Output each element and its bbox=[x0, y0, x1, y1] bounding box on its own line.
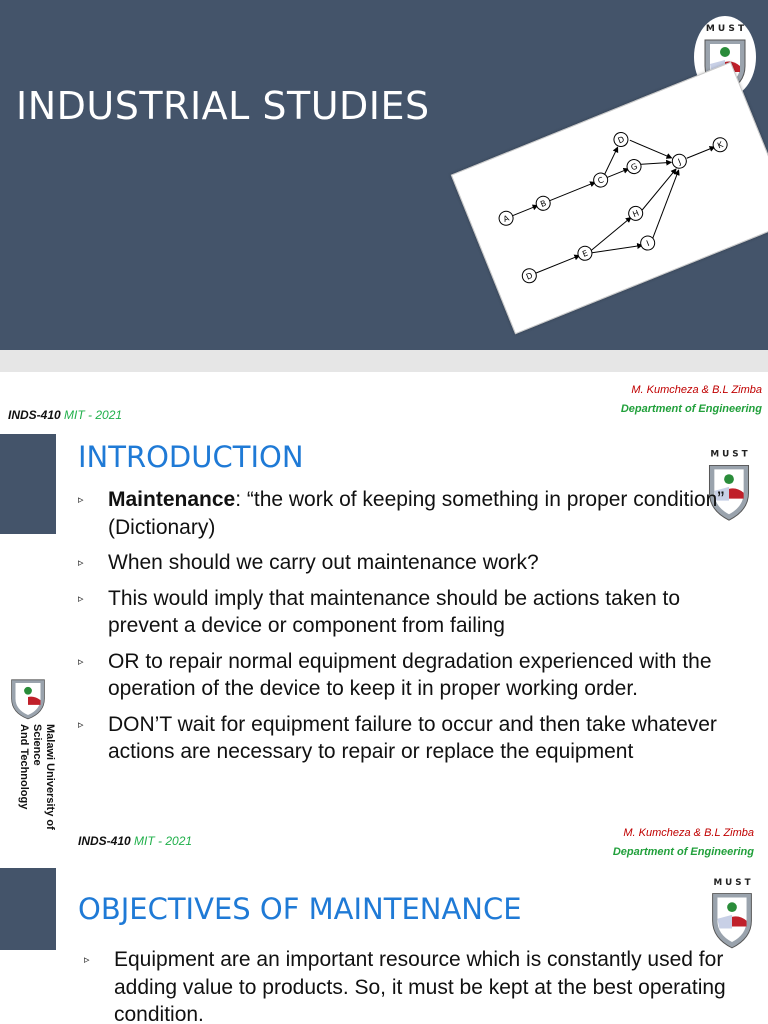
bullet-text: When should we carry out maintenance work? bbox=[108, 551, 539, 574]
university-logo-icon bbox=[2, 672, 54, 722]
node-label: I bbox=[645, 238, 651, 249]
logo-text: M U S T bbox=[713, 877, 751, 888]
slide-heading: INTRODUCTION bbox=[78, 440, 304, 474]
presentation-title: INDUSTRIAL STUDIES bbox=[16, 84, 430, 128]
node-label: K bbox=[716, 140, 725, 151]
course-label bbox=[78, 834, 192, 848]
authors: M. Kumcheza & B.L Zimba bbox=[623, 827, 754, 839]
authors: M. Kumcheza & B.L Zimba bbox=[631, 384, 762, 396]
course-year: MIT - 2021 bbox=[134, 834, 193, 848]
node-label: D bbox=[524, 270, 535, 282]
slide-heading: OBJECTIVES OF MAINTENANCE bbox=[78, 892, 522, 926]
bullet-list bbox=[84, 946, 744, 1024]
bullet-arrow-icon: ▹ bbox=[78, 592, 84, 605]
bullet-text: Equipment are an important resource which is constantly used for adding value to products. So, it must be kept at the best operating condition. bbox=[114, 948, 726, 1024]
vertical-label-line: And Technology bbox=[18, 724, 30, 810]
university-vertical-label bbox=[6, 724, 56, 834]
vertical-label-line: Malawi University of Science bbox=[31, 724, 56, 830]
bullet-text: OR to repair normal equipment degradation experienced with the operation of the device to keep it in proper working order. bbox=[108, 649, 712, 700]
course-code: INDS-410 bbox=[78, 834, 131, 848]
logo-text: M U S T bbox=[705, 24, 745, 34]
node-label: H bbox=[631, 208, 641, 220]
node-label: B bbox=[539, 198, 548, 209]
bullet-term: Maintenance bbox=[108, 488, 236, 511]
node-label: C bbox=[596, 175, 606, 186]
bullet-item bbox=[78, 549, 748, 577]
course-code: INDS-410 bbox=[8, 408, 61, 422]
bullet-arrow-icon: ▹ bbox=[78, 557, 84, 569]
bullet-list bbox=[78, 486, 748, 774]
bullet-item bbox=[78, 486, 748, 541]
network-diagram-svg bbox=[452, 63, 768, 333]
bullet-item bbox=[78, 585, 748, 640]
bullet-item bbox=[84, 946, 744, 1024]
bullet-arrow-icon: ▹ bbox=[78, 655, 84, 668]
bullet-item bbox=[78, 711, 748, 766]
bullet-text: This would imply that maintenance should be actions taken to prevent a device or component from failing bbox=[108, 586, 680, 637]
title-slide bbox=[0, 0, 768, 350]
node-label: D bbox=[616, 134, 626, 146]
course-year: MIT - 2021 bbox=[64, 408, 123, 422]
bullet-arrow-icon: ▹ bbox=[78, 494, 84, 506]
bullet-text: : “the work of keeping something in proper condition” (Dictionary) bbox=[108, 488, 725, 539]
author-block bbox=[613, 827, 754, 858]
node-label: A bbox=[502, 213, 511, 224]
side-accent-bar bbox=[0, 868, 56, 950]
bullet-text: DON’T wait for equipment failure to occur and then take whatever actions are necessary to repair or replace the equipment bbox=[108, 712, 717, 763]
side-accent-bar bbox=[0, 434, 56, 534]
objectives-slide bbox=[0, 868, 768, 1024]
network-diagram-image bbox=[451, 62, 768, 335]
logo-text: M U S T bbox=[710, 449, 748, 460]
bullet-item bbox=[78, 648, 748, 703]
course-label bbox=[8, 408, 122, 422]
author-block bbox=[621, 384, 762, 415]
department: Department of Engineering bbox=[612, 846, 754, 858]
node-label: E bbox=[581, 248, 590, 259]
slide-separator bbox=[0, 350, 768, 372]
side-accent-bar bbox=[0, 537, 56, 667]
node-label: J bbox=[676, 157, 683, 167]
bullet-arrow-icon: ▹ bbox=[78, 718, 84, 731]
university-logo-icon bbox=[700, 870, 764, 954]
department: Department of Engineering bbox=[620, 403, 762, 415]
introduction-slide bbox=[0, 372, 768, 866]
node-label: G bbox=[629, 161, 639, 173]
bullet-arrow-icon: ▹ bbox=[84, 954, 90, 966]
